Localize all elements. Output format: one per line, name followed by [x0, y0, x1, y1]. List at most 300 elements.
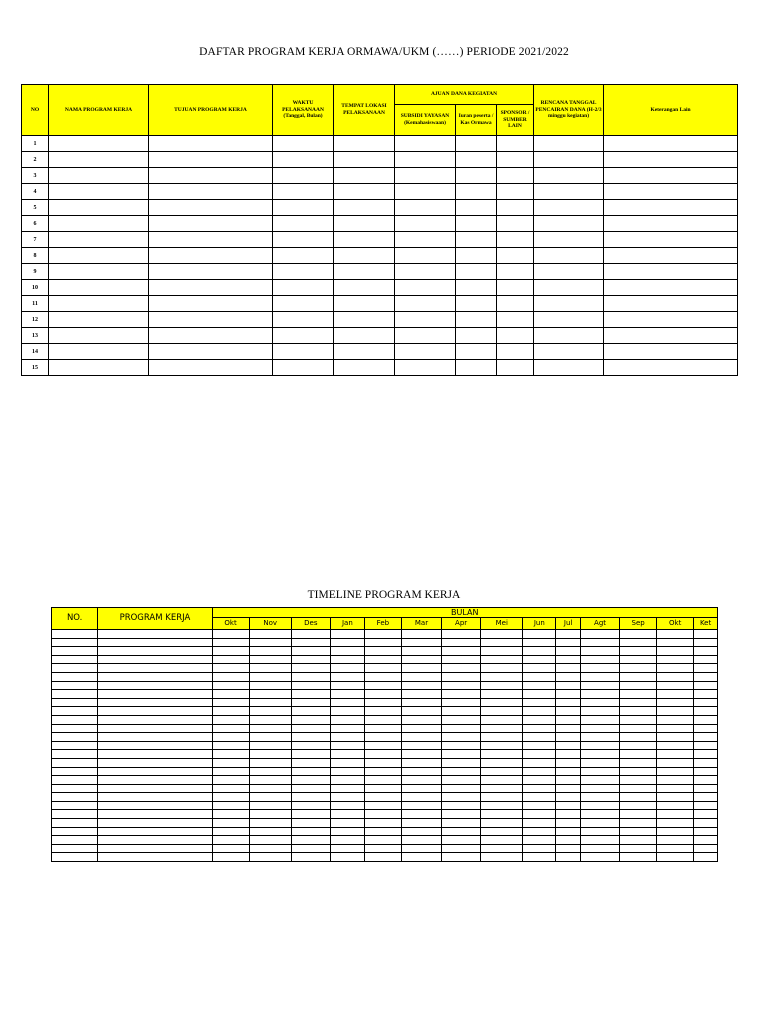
table-cell [364, 698, 401, 707]
header-iuran-peserta: Iuran peserta / Kas Ormawa [456, 105, 497, 136]
table-cell [330, 793, 364, 802]
table-cell [604, 296, 738, 312]
row-number: 9 [22, 264, 49, 280]
row-number: 11 [22, 296, 49, 312]
table-cell [212, 853, 249, 862]
table-row [52, 630, 718, 639]
table-cell [52, 724, 98, 733]
table-row [52, 741, 718, 750]
table-cell [580, 750, 619, 759]
table-cell [273, 344, 334, 360]
table-cell [212, 741, 249, 750]
table-cell [249, 776, 291, 785]
table-cell [334, 344, 395, 360]
header-tempat-lokasi: TEMPAT LOKASI PELAKSANAAN [334, 85, 395, 136]
table-cell [523, 698, 556, 707]
table-cell [291, 827, 330, 836]
table-cell [52, 784, 98, 793]
table-cell [52, 681, 98, 690]
table-cell [694, 784, 718, 793]
table-cell [456, 152, 497, 168]
table-row [52, 664, 718, 673]
table-cell [212, 827, 249, 836]
table-row [52, 819, 718, 828]
table-cell [657, 853, 694, 862]
table-cell [620, 767, 657, 776]
table-row [52, 776, 718, 785]
table-cell [330, 741, 364, 750]
table-row [52, 672, 718, 681]
table-cell [395, 328, 456, 344]
table-cell [364, 810, 401, 819]
table-cell [442, 819, 481, 828]
table-cell [49, 216, 149, 232]
table-cell [249, 638, 291, 647]
table-cell [657, 801, 694, 810]
table-cell [694, 853, 718, 862]
table-cell [442, 664, 481, 673]
table-row [52, 733, 718, 742]
table-cell [291, 681, 330, 690]
table-cell [481, 707, 523, 716]
table-cell [456, 216, 497, 232]
table-cell [212, 698, 249, 707]
table-cell [52, 630, 98, 639]
table-cell [580, 844, 619, 853]
table-cell [401, 672, 441, 681]
table-cell [694, 776, 718, 785]
table-cell [556, 827, 581, 836]
table-cell [481, 681, 523, 690]
table-cell [330, 836, 364, 845]
table-cell [694, 810, 718, 819]
table-row [22, 184, 738, 200]
table-cell [657, 844, 694, 853]
program-list-title: DAFTAR PROGRAM KERJA ORMAWA/UKM (……) PERIODE 2021/2022 [199, 46, 569, 58]
table-cell [657, 724, 694, 733]
table-cell [273, 200, 334, 216]
table-cell [556, 844, 581, 853]
table-cell [694, 630, 718, 639]
row-number: 2 [22, 152, 49, 168]
table-cell [364, 758, 401, 767]
table-row [22, 152, 738, 168]
table-cell [291, 638, 330, 647]
table-cell [52, 655, 98, 664]
table-cell [620, 690, 657, 699]
table-cell [442, 681, 481, 690]
table-cell [523, 681, 556, 690]
table-cell [395, 264, 456, 280]
table-cell [556, 647, 581, 656]
table-cell [249, 836, 291, 845]
table-cell [364, 715, 401, 724]
table-cell [49, 344, 149, 360]
table-cell [249, 844, 291, 853]
table-cell [395, 296, 456, 312]
program-list-table [21, 84, 738, 376]
table-cell [330, 698, 364, 707]
table-cell [52, 810, 98, 819]
table-cell [523, 767, 556, 776]
table-cell [212, 724, 249, 733]
table-cell [98, 758, 212, 767]
table-cell [273, 168, 334, 184]
table-cell [580, 690, 619, 699]
table-cell [442, 810, 481, 819]
table-cell [694, 844, 718, 853]
month-header: Sep [620, 618, 657, 630]
table-cell [212, 784, 249, 793]
table-cell [481, 741, 523, 750]
table-row [52, 836, 718, 845]
table-cell [580, 672, 619, 681]
table-cell [401, 827, 441, 836]
table-cell [481, 801, 523, 810]
table-cell [395, 248, 456, 264]
table-cell [523, 724, 556, 733]
table-cell [657, 681, 694, 690]
table-cell [481, 767, 523, 776]
table-cell [401, 819, 441, 828]
table-cell [249, 672, 291, 681]
table-cell [556, 819, 581, 828]
table-cell [291, 733, 330, 742]
table-cell [291, 810, 330, 819]
table-cell [364, 836, 401, 845]
table-cell [481, 655, 523, 664]
table-cell [620, 741, 657, 750]
table-cell [523, 672, 556, 681]
table-cell [395, 280, 456, 296]
table-cell [52, 750, 98, 759]
table-cell [330, 647, 364, 656]
table-cell [291, 853, 330, 862]
table-cell [534, 312, 604, 328]
table-cell [149, 312, 273, 328]
header-sponsor: SPONSOR / SUMBER LAIN [497, 105, 534, 136]
table-cell [694, 793, 718, 802]
table-cell [401, 758, 441, 767]
table-cell [523, 647, 556, 656]
table-cell [620, 776, 657, 785]
table-cell [534, 136, 604, 152]
table-cell [334, 232, 395, 248]
table-cell [212, 767, 249, 776]
table-cell [580, 698, 619, 707]
table-cell [620, 827, 657, 836]
table-cell [620, 793, 657, 802]
table-cell [98, 724, 212, 733]
table-cell [212, 647, 249, 656]
table-cell [556, 741, 581, 750]
table-cell [395, 312, 456, 328]
table-cell [580, 647, 619, 656]
table-cell [330, 664, 364, 673]
table-cell [604, 232, 738, 248]
table-cell [401, 733, 441, 742]
table-cell [556, 776, 581, 785]
table-cell [580, 827, 619, 836]
table-cell [694, 647, 718, 656]
table-cell [330, 690, 364, 699]
table-cell [694, 733, 718, 742]
table-cell [401, 664, 441, 673]
table-cell [556, 638, 581, 647]
row-number: 8 [22, 248, 49, 264]
table-cell [149, 152, 273, 168]
table-cell [534, 168, 604, 184]
table-cell [694, 827, 718, 836]
table-row [52, 698, 718, 707]
table-cell [497, 168, 534, 184]
table-cell [98, 707, 212, 716]
table-cell [149, 232, 273, 248]
table-cell [249, 767, 291, 776]
table-row [52, 853, 718, 862]
table-cell [620, 844, 657, 853]
table-cell [291, 707, 330, 716]
table-cell [364, 655, 401, 664]
table-cell [330, 672, 364, 681]
table-cell [694, 819, 718, 828]
table-cell [98, 784, 212, 793]
table-cell [98, 715, 212, 724]
table-cell [534, 248, 604, 264]
table-row [22, 344, 738, 360]
table-cell [330, 681, 364, 690]
table-cell [49, 248, 149, 264]
table-cell [523, 707, 556, 716]
table-cell [442, 767, 481, 776]
table-cell [580, 715, 619, 724]
table-cell [620, 801, 657, 810]
table-cell [249, 793, 291, 802]
table-cell [330, 844, 364, 853]
table-cell [334, 184, 395, 200]
table-cell [604, 152, 738, 168]
table-cell [212, 715, 249, 724]
table-cell [481, 758, 523, 767]
table-cell [98, 750, 212, 759]
table-cell [442, 690, 481, 699]
table-cell [604, 184, 738, 200]
table-cell [330, 853, 364, 862]
row-number: 5 [22, 200, 49, 216]
timeline-header-program: PROGRAM KERJA [98, 608, 212, 630]
table-cell [657, 630, 694, 639]
table-cell [604, 344, 738, 360]
table-cell [442, 784, 481, 793]
table-cell [49, 360, 149, 376]
table-row [52, 724, 718, 733]
table-cell [580, 707, 619, 716]
table-cell [657, 767, 694, 776]
table-cell [620, 707, 657, 716]
table-cell [657, 750, 694, 759]
table-cell [580, 810, 619, 819]
table-cell [442, 707, 481, 716]
table-cell [497, 248, 534, 264]
table-cell [657, 810, 694, 819]
table-cell [330, 784, 364, 793]
table-cell [523, 776, 556, 785]
row-number: 14 [22, 344, 49, 360]
table-cell [291, 801, 330, 810]
table-cell [694, 758, 718, 767]
table-cell [556, 655, 581, 664]
table-cell [395, 216, 456, 232]
table-cell [249, 647, 291, 656]
table-cell [273, 264, 334, 280]
table-cell [523, 844, 556, 853]
table-cell [401, 724, 441, 733]
table-cell [497, 152, 534, 168]
table-cell [523, 715, 556, 724]
table-cell [401, 750, 441, 759]
table-cell [249, 784, 291, 793]
table-cell [364, 672, 401, 681]
table-cell [481, 733, 523, 742]
table-cell [212, 819, 249, 828]
table-cell [98, 698, 212, 707]
table-cell [364, 741, 401, 750]
table-cell [395, 344, 456, 360]
table-row [52, 707, 718, 716]
table-cell [534, 296, 604, 312]
table-cell [580, 793, 619, 802]
table-cell [481, 724, 523, 733]
table-cell [523, 793, 556, 802]
table-cell [456, 328, 497, 344]
table-cell [580, 776, 619, 785]
table-cell [497, 360, 534, 376]
table-cell [657, 758, 694, 767]
table-cell [291, 630, 330, 639]
table-cell [330, 724, 364, 733]
table-cell [52, 698, 98, 707]
table-cell [149, 216, 273, 232]
table-row [52, 793, 718, 802]
table-cell [580, 638, 619, 647]
table-cell [149, 136, 273, 152]
table-cell [273, 184, 334, 200]
table-cell [52, 767, 98, 776]
table-cell [49, 312, 149, 328]
table-cell [52, 664, 98, 673]
table-cell [442, 647, 481, 656]
table-cell [580, 819, 619, 828]
table-cell [334, 312, 395, 328]
table-cell [212, 758, 249, 767]
table-cell [657, 819, 694, 828]
table-cell [694, 698, 718, 707]
table-cell [534, 264, 604, 280]
table-cell [334, 136, 395, 152]
table-cell [620, 750, 657, 759]
table-cell [620, 672, 657, 681]
table-cell [534, 344, 604, 360]
table-cell [364, 801, 401, 810]
table-cell [442, 672, 481, 681]
table-cell [523, 741, 556, 750]
header-ajuan-dana: AJUAN DANA KEGIATAN [395, 85, 534, 105]
table-cell [481, 853, 523, 862]
table-cell [580, 784, 619, 793]
table-cell [273, 280, 334, 296]
table-cell [620, 733, 657, 742]
table-cell [481, 793, 523, 802]
table-cell [620, 853, 657, 862]
table-cell [401, 853, 441, 862]
table-cell [481, 638, 523, 647]
month-header: Mar [401, 618, 441, 630]
table-cell [334, 328, 395, 344]
table-cell [98, 827, 212, 836]
table-cell [330, 827, 364, 836]
table-cell [149, 296, 273, 312]
table-cell [98, 801, 212, 810]
table-cell [456, 200, 497, 216]
table-cell [149, 344, 273, 360]
table-cell [481, 810, 523, 819]
table-cell [620, 810, 657, 819]
table-row [52, 784, 718, 793]
table-cell [249, 707, 291, 716]
table-cell [442, 630, 481, 639]
table-cell [401, 741, 441, 750]
table-cell [694, 672, 718, 681]
table-cell [442, 724, 481, 733]
table-cell [604, 280, 738, 296]
table-cell [401, 698, 441, 707]
table-cell [556, 784, 581, 793]
table-cell [364, 630, 401, 639]
table-cell [149, 264, 273, 280]
table-cell [657, 690, 694, 699]
table-cell [556, 698, 581, 707]
table-cell [364, 827, 401, 836]
table-row [22, 280, 738, 296]
table-cell [49, 184, 149, 200]
table-cell [334, 152, 395, 168]
table-cell [442, 733, 481, 742]
table-cell [580, 767, 619, 776]
timeline-title: TIMELINE PROGRAM KERJA [307, 589, 461, 601]
table-cell [523, 638, 556, 647]
table-cell [52, 638, 98, 647]
table-cell [442, 801, 481, 810]
table-cell [481, 698, 523, 707]
table-cell [52, 647, 98, 656]
table-cell [604, 312, 738, 328]
table-cell [334, 280, 395, 296]
table-cell [657, 733, 694, 742]
table-cell [556, 672, 581, 681]
table-cell [442, 715, 481, 724]
table-cell [556, 690, 581, 699]
table-cell [401, 715, 441, 724]
table-cell [534, 280, 604, 296]
table-cell [330, 655, 364, 664]
table-cell [98, 681, 212, 690]
table-cell [149, 168, 273, 184]
table-cell [481, 630, 523, 639]
table-cell [330, 733, 364, 742]
timeline-table [51, 607, 718, 862]
table-cell [556, 750, 581, 759]
table-cell [249, 655, 291, 664]
